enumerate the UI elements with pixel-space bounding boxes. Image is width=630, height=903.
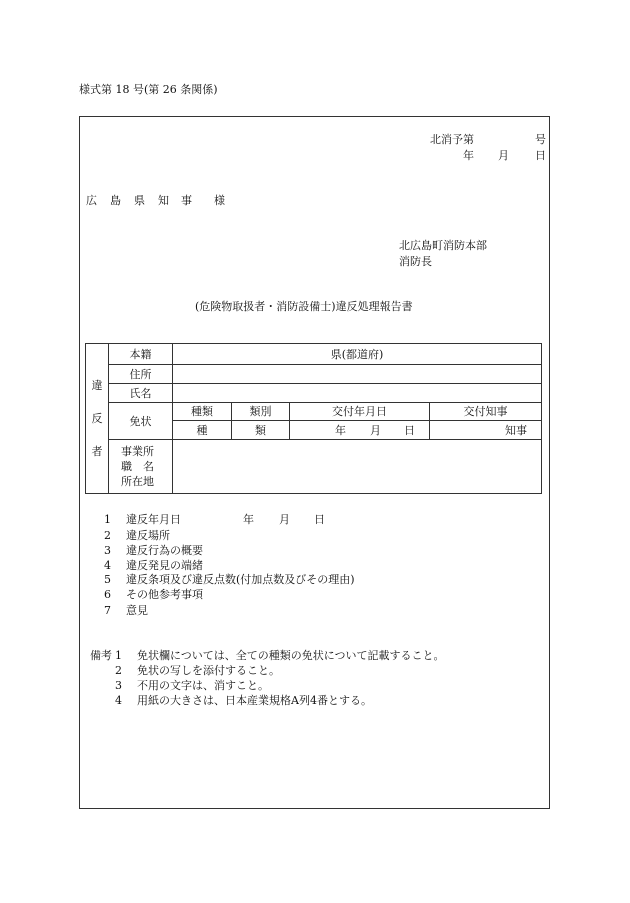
notes-heading: 備考 <box>90 649 112 662</box>
violator-side-label: 違 反 者 <box>86 344 109 494</box>
item-1: 1 違反年月日 <box>104 513 181 526</box>
addressee-pref-2: 島 <box>110 194 121 207</box>
doc-number-prefix: 北消予第 <box>430 133 474 146</box>
address-value <box>173 365 542 384</box>
license-governor-cell: 知事 <box>430 421 542 440</box>
doc-number-suffix: 号 <box>535 133 546 146</box>
license-category-cell: 類 <box>232 421 290 440</box>
license-header-category: 類別 <box>232 403 290 421</box>
honseki-value: 県(都道府) <box>173 344 542 365</box>
sender-title: 消防長 <box>399 255 432 268</box>
license-header-issue-date: 交付年月日 <box>290 403 430 421</box>
form-number: 様式第 18 号(第 26 条関係) <box>79 83 218 96</box>
address-label: 住所 <box>109 365 173 384</box>
note-3: 3 不用の文字は、消すこと。 <box>115 679 269 692</box>
workplace-value <box>173 440 542 494</box>
item-1-year: 年 <box>243 513 254 526</box>
item-2: 2 違反場所 <box>104 529 170 542</box>
item-1-day: 日 <box>314 513 325 526</box>
doc-title: (危険物取扱者・消防設備士)違反処理報告書 <box>195 300 413 313</box>
doc-date-month: 月 <box>498 149 509 162</box>
item-1-month: 月 <box>279 513 290 526</box>
item-3: 3 違反行為の概要 <box>104 544 203 557</box>
note-4: 4 用紙の大きさは、日本産業規格A列4番とする。 <box>115 694 372 707</box>
license-issue-date-cell: 年 月 日 <box>290 421 430 440</box>
addressee-title-1: 知 <box>158 194 169 207</box>
item-7: 7 意見 <box>104 604 148 617</box>
name-label: 氏名 <box>109 384 173 403</box>
note-2: 2 免状の写しを添付すること。 <box>115 664 280 677</box>
license-header-governor: 交付知事 <box>430 403 542 421</box>
item-4: 4 違反発見の端緒 <box>104 559 203 572</box>
license-label: 免状 <box>109 403 173 440</box>
honseki-label: 本籍 <box>109 344 173 365</box>
doc-date-day: 日 <box>535 149 546 162</box>
name-value <box>173 384 542 403</box>
addressee-honorific: 様 <box>214 194 225 207</box>
addressee-pref-3: 県 <box>134 194 145 207</box>
doc-date-year: 年 <box>463 149 474 162</box>
addressee-title-2: 事 <box>181 194 192 207</box>
item-5: 5 違反条項及び違反点数(付加点数及びその理由) <box>104 573 355 586</box>
item-6: 6 その他参考事項 <box>104 588 203 601</box>
addressee-pref-1: 広 <box>86 194 97 207</box>
license-header-type: 種類 <box>173 403 232 421</box>
note-1: 1 免状欄については、全ての種類の免状について記載すること。 <box>115 649 445 662</box>
license-type-cell: 種 <box>173 421 232 440</box>
workplace-label: 事業所 職 名 所在地 <box>109 440 173 494</box>
sender-org: 北広島町消防本部 <box>399 239 487 252</box>
violator-table <box>85 343 542 494</box>
